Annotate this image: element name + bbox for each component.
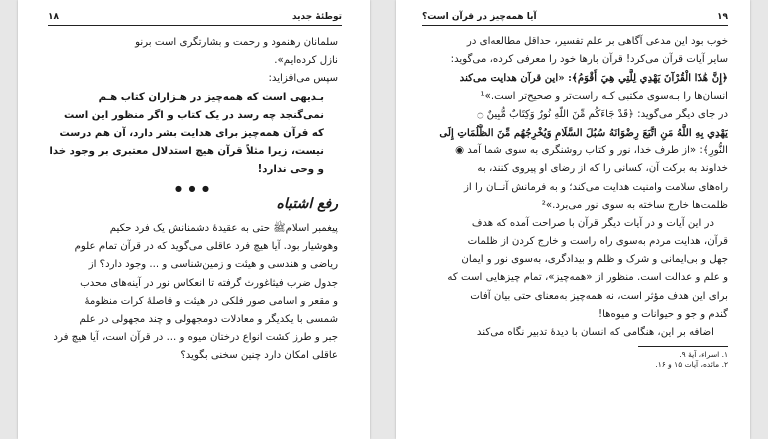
header-divider: [48, 25, 342, 26]
quran-verse-line: يَهْدِي بِهِ اللَّهُ مَنِ اتَّبَعَ رِضْوَانَهُ سُبُلَ السَّلَامِ وَيُخْرِجُهُم مِّنَ الظُّلُمَاتِ إِلَى: [439, 126, 728, 139]
text-line: خداوند به برکت آن، کسانی را که از رضای او پیروی کنند، به: [477, 163, 728, 175]
page-text-block-top: [48, 34, 338, 198]
right-page: [396, 0, 750, 439]
quran-verse-line: ﴿إِنَّ هَٰذَا الْقُرْآنَ يَهْدِي لِلَّتِي هِيَ أَقْوَمُ﴾: «این قرآن هدایت می‌کند: [459, 72, 728, 85]
page-number: ۱۹: [717, 12, 728, 22]
page-header: [48, 9, 342, 25]
intro-line: سپس می‌افزاید:: [268, 73, 338, 85]
quote-line: نمی‌گنجد چه رسد در یک کتاب و اگر منظور این است: [63, 109, 324, 121]
text-line: قرآن، هدایت مردم به‌سوی راه راست و خارج کردن از ظلمات: [467, 236, 728, 248]
section-heading: رفع اشتباه: [276, 196, 338, 212]
book-title: توطئهٔ جدید: [291, 12, 342, 22]
footnotes: [422, 350, 728, 370]
text-line: ظلمت‌ها خارج ساخته به سوی نور می‌برد.»²: [541, 199, 728, 211]
text-line: خوب بود این مدعی آگاهی بر علم تفسیر، حداقل مطالعه‌ای در: [466, 36, 728, 47]
text-line: راه‌های سلامت وامنیت هدایت می‌کند؛ و به فرمانش آنــان را از: [463, 181, 728, 193]
footnote: ۱. اسراء، آیهٔ ۹.: [679, 350, 728, 359]
left-page: [18, 0, 370, 439]
text-line: انسان‌ها را بـه‌سوی مکتبی کـه راست‌تر و صحیح‌تر است.»¹: [480, 90, 728, 102]
text-line: شمسی با یکدیگر و معادلات دومجهولی و چند مجهولی در علم: [79, 313, 338, 325]
text-line: جدول ضرب فیثاغورث گرفته تا انعکاس نور در آینه‌های محدب: [80, 277, 338, 289]
page-text-block: [422, 33, 728, 342]
quote-line: که قرآن همه‌چیز برای هدایت بشر دارد، آن هم درست: [59, 127, 324, 139]
text-line: اضافه بر این، هنگامی که انسان با دیدهٔ تدبیر نگاه می‌کند: [476, 327, 714, 338]
chapter-title: آیا همه‌چیز در قرآن است؟: [422, 12, 537, 22]
text-line: جبر و طرز کشت انواع درختان میوه و ... در قرآن است، آیا هیچ فرد: [53, 332, 338, 344]
text-line: نازل کرده‌ایم».: [274, 55, 338, 67]
section-separator: ● ● ●: [174, 183, 212, 193]
quote-line: بـدیهی است که همه‌چیز در هـزاران کتاب هـم: [98, 91, 324, 103]
page-number: ۱۸: [48, 12, 59, 22]
text-line: سلمانان رهنمود و رحمت و بشارتگری است برنو: [135, 37, 338, 48]
text-line: گندم و جو و حیوانات و میوه‌ها!: [597, 308, 728, 320]
text-line: در این آیات و در آیات دیگر قرآن با صراحت آمده که هدف: [471, 217, 714, 229]
quote-line: نیست، زیرا مثلاً قرآن هیچ استدلال معتبری بر وجود خدا: [49, 146, 324, 158]
text-line: در جای دیگر می‌گوید: ﴿قَدْ جَاءَكُم مِّنَ اللَّهِ نُورٌ وَكِتَابٌ مُّبِينٌ ۝: [477, 108, 728, 120]
text-line: ریاضی و هندسی و هیئت و زمین‌شناسی و ... وجود دارد؟ از: [88, 259, 338, 271]
header-divider: [422, 25, 728, 26]
page-text-block-body: [48, 220, 338, 366]
quote-line: و وحی ندارد!: [257, 164, 324, 176]
text-line: وهوشیار بود. آیا هیچ فرد عاقلی می‌گوید که در قرآن تمام علوم: [74, 241, 338, 253]
text-line: سایر آیات قرآن می‌کرد! قرآن بارها خود را معرفی کرده، می‌گوید:: [450, 54, 728, 66]
footnote-divider: [638, 346, 728, 347]
text-line: جهل و بی‌ایمانی و شرک و ظلم و بیدادگری، به‌سوی نور و ایمان: [461, 254, 728, 266]
text-line: النُّورِ﴾: «از طرف خدا، نور و کتاب روشنگری به سوی شما آمد ◉: [455, 145, 728, 157]
text-line: و مقعر و اسامی صور فلکی در هیئت و فاصلهٔ کرات منظومهٔ: [84, 295, 338, 307]
text-line: برای این هدف مؤثر است، نه همه‌چیز به‌معنای حتی بیان آفات: [470, 290, 728, 302]
footnote: ۲. مائده، آیات ۱۵ و ۱۶.: [655, 360, 728, 369]
text-line: عاقلی امکان دارد چنین سخنی بگوید؟: [180, 350, 338, 362]
page-header: [422, 9, 728, 25]
text-line: پیغمبر اسلامﷺ حتی به عقیدهٔ دشمنانش یک فرد حکیم: [109, 223, 338, 234]
text-line: و علم و عدالت است. منظور از «همه‌چیز»، تمام چیزهایی است که: [447, 272, 728, 284]
